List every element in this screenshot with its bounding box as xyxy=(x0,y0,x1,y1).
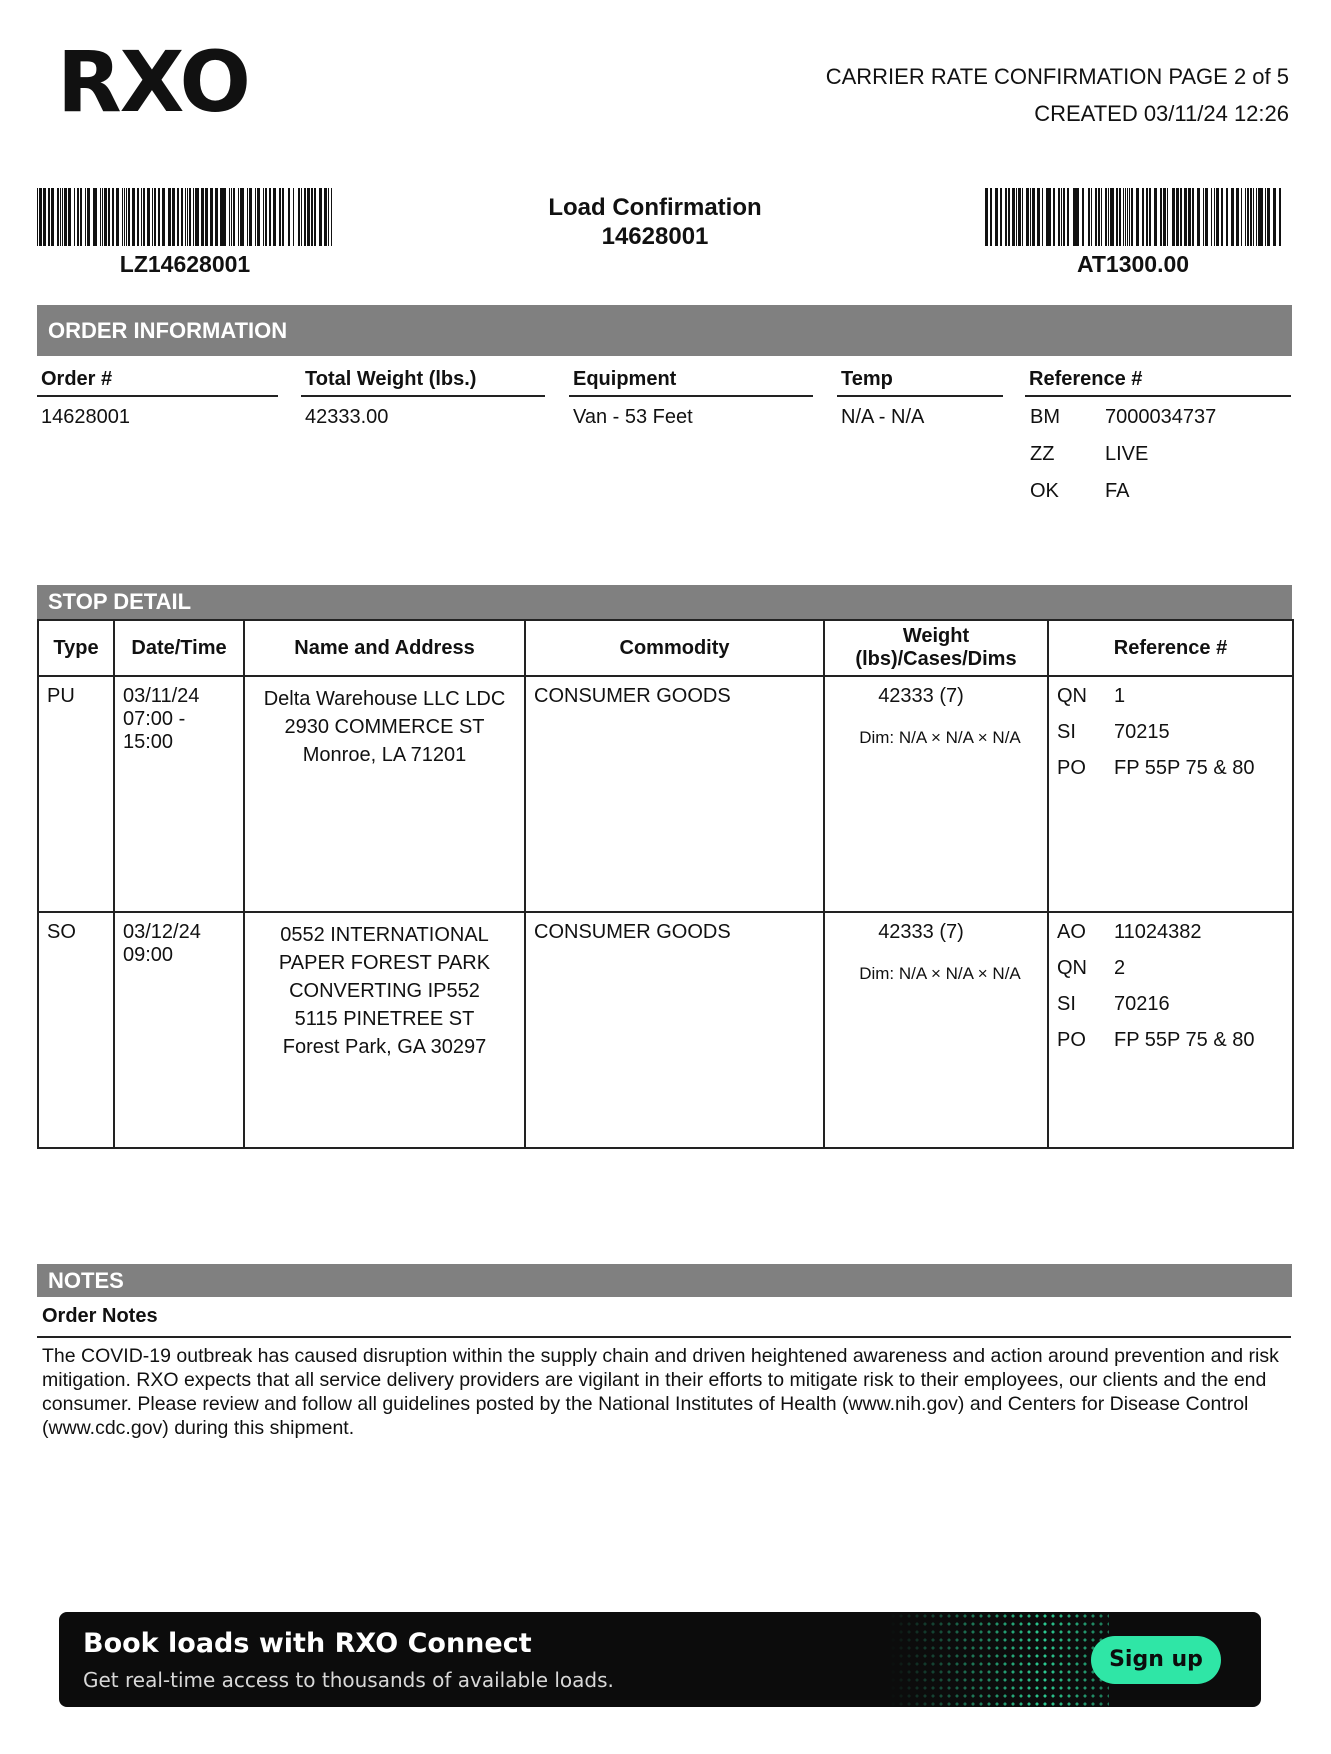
stop-reference-row xyxy=(1057,957,1284,979)
barcode-bar xyxy=(1192,188,1194,246)
barcode-bar xyxy=(193,188,194,246)
barcode-bar xyxy=(1216,188,1219,246)
barcode-bar xyxy=(1116,188,1118,246)
stop-datetime xyxy=(114,676,244,912)
stop-date: 03/12/24 xyxy=(123,921,201,943)
reference-value: 70215 xyxy=(1114,721,1170,743)
barcode-bar xyxy=(1221,188,1223,246)
reference-code: PO xyxy=(1057,757,1086,779)
barcode-bar xyxy=(70,188,71,246)
stop-reference-row xyxy=(1057,757,1284,779)
barcode-bar xyxy=(196,188,199,246)
table-row xyxy=(38,912,1293,1148)
reference-value: 7000034737 xyxy=(1105,406,1217,428)
total-weight-value: 42333.00 xyxy=(305,406,389,428)
barcode-bar xyxy=(43,188,46,246)
barcode-bar xyxy=(162,188,165,246)
barcode-bar xyxy=(1273,188,1276,246)
stop-reference-row xyxy=(1057,721,1284,743)
reference-value: FA xyxy=(1105,480,1130,502)
barcode-bar xyxy=(100,188,101,246)
barcode-bar xyxy=(1095,188,1097,246)
banner-subtitle: Get real-time access to thousands of available loads. xyxy=(83,1668,614,1692)
reference-value: 11024382 xyxy=(1114,921,1202,943)
sign-up-button[interactable]: Sign up xyxy=(1091,1636,1221,1684)
barcode-bar xyxy=(1042,188,1043,246)
weight-cases: 42333 (7) xyxy=(878,921,964,943)
barcode-bar xyxy=(1067,188,1069,246)
barcode-bar xyxy=(1030,188,1031,246)
reference-code: OK xyxy=(1030,480,1059,502)
address-line: Forest Park, GA 30297 xyxy=(282,1036,487,1058)
barcode-bar xyxy=(201,188,204,246)
barcode-bar xyxy=(1026,188,1029,246)
barcode-bar xyxy=(1127,188,1128,246)
load-confirmation-title xyxy=(500,193,810,251)
stop-date: 03/11/24 xyxy=(123,685,200,707)
barcode-bar xyxy=(1009,188,1010,246)
barcode-bar xyxy=(1125,188,1126,246)
stop-reference-row xyxy=(1057,1029,1284,1051)
barcode-bar xyxy=(282,188,284,246)
barcode-bar xyxy=(168,188,171,246)
barcode-bar xyxy=(1236,188,1239,246)
reference-code: SI xyxy=(1057,721,1076,743)
barcode-bar xyxy=(108,188,110,246)
barcode-bar xyxy=(321,188,322,246)
stop-address xyxy=(244,912,525,1148)
stop-weight xyxy=(824,912,1048,1148)
barcode-bar xyxy=(158,188,160,246)
barcode-bar xyxy=(331,188,332,246)
stop-references xyxy=(1048,912,1293,1148)
barcode-bar xyxy=(1245,188,1246,246)
barcode-bar xyxy=(57,188,59,246)
barcode-bar xyxy=(1226,188,1228,246)
datetime-column-header: Date/Time xyxy=(114,620,244,676)
weight-header-line: (lbs)/Cases/Dims xyxy=(855,648,1017,670)
barcode-bar xyxy=(1016,188,1017,246)
order-reference-row xyxy=(1030,406,1216,443)
reference-value: 1 xyxy=(1114,685,1126,707)
barcode-bar xyxy=(137,188,139,246)
barcode-bar xyxy=(210,188,213,246)
address-line: Monroe, LA 71201 xyxy=(302,744,467,766)
barcode-bar xyxy=(80,188,82,246)
barcode-bar xyxy=(94,188,97,246)
barcode-bar xyxy=(1108,188,1109,246)
barcode-bar xyxy=(1123,188,1124,246)
right-barcode-label: AT1300.00 xyxy=(1076,251,1190,277)
dimensions: Dim: N/A × N/A × N/A xyxy=(859,964,1021,983)
barcode-bar xyxy=(995,188,998,246)
stop-time: 15:00 xyxy=(123,731,174,753)
barcode-bar xyxy=(1155,188,1157,246)
barcode-bar xyxy=(62,188,63,246)
barcode-bar xyxy=(1129,188,1130,246)
barcode-bar xyxy=(215,188,218,246)
barcode-bar xyxy=(1131,188,1133,246)
barcode-bar xyxy=(112,188,114,246)
order-information-header: ORDER INFORMATION xyxy=(37,305,1292,356)
barcode-bar xyxy=(37,188,38,246)
barcode-bar xyxy=(1091,188,1092,246)
banner-title: Book loads with RXO Connect xyxy=(83,1628,532,1659)
reference-value: 2 xyxy=(1114,957,1126,979)
barcode-bar xyxy=(1061,188,1062,246)
temp-heading: Temp xyxy=(837,368,1003,397)
stop-references xyxy=(1048,676,1293,912)
rxo-logo: RXO xyxy=(57,33,249,131)
dot-pattern-decoration xyxy=(889,1612,1109,1707)
reference-code: ZZ xyxy=(1030,443,1055,465)
reference-code: BM xyxy=(1030,406,1060,428)
barcode-bar xyxy=(301,188,302,246)
barcode-bar xyxy=(1205,188,1208,246)
name-address-column-header: Name and Address xyxy=(244,620,525,676)
barcode-bar xyxy=(307,188,310,246)
total-weight-heading: Total Weight (lbs.) xyxy=(301,368,545,397)
weight-header-line: Weight xyxy=(902,625,970,647)
address-line: Delta Warehouse LLC LDC xyxy=(263,688,506,710)
barcode-bar xyxy=(143,188,145,246)
barcode-bar xyxy=(1214,188,1215,246)
weight-column-header xyxy=(824,620,1048,676)
created-timestamp: CREATED 03/11/24 12:26 xyxy=(1034,101,1289,126)
barcode-bar xyxy=(1119,188,1121,246)
barcode-bar xyxy=(102,188,103,246)
reference-code: PO xyxy=(1057,1029,1086,1051)
barcode-bar xyxy=(1000,188,1002,246)
address-line: 5115 PINETREE ST xyxy=(294,1008,475,1030)
barcode-bar xyxy=(87,188,90,246)
stop-type: SO xyxy=(38,912,114,1148)
rxo-connect-banner[interactable] xyxy=(59,1612,1261,1707)
order-notes-heading: Order Notes xyxy=(37,1305,1291,1338)
barcode-bar xyxy=(1256,188,1257,246)
stop-address xyxy=(244,676,525,912)
notes-header: NOTES xyxy=(37,1264,1292,1297)
barcode-bar xyxy=(1142,188,1144,246)
stop-table-header-row xyxy=(38,620,1293,676)
barcode-bar xyxy=(231,188,232,246)
barcode-bar xyxy=(1172,188,1175,246)
order-notes-text: The COVID-19 outbreak has caused disruption within the supply chain and driven heightened awareness and action around prevention and risk mitigation. RXO expects that all service delivery providers are vigilant in their efforts to mitigate risk to their employees, our clients and the end consumer. Please review and follow all guidelines posted by the National Institutes of Health (www.nih.gov) and Centers for Disease Control (www.cdc.gov) during this shipment. xyxy=(42,1345,1279,1439)
barcode-bar xyxy=(147,188,150,246)
barcode-bar xyxy=(263,188,264,246)
barcode-bar xyxy=(293,188,294,246)
barcode-bar xyxy=(64,188,67,246)
barcode-bar xyxy=(187,188,188,246)
address-line: PAPER FOREST PARK xyxy=(278,952,491,974)
barcode-bar xyxy=(60,188,61,246)
barcode-bar xyxy=(1203,188,1204,246)
stop-datetime xyxy=(114,912,244,1148)
barcode-bar xyxy=(181,188,183,246)
barcode-bar xyxy=(247,188,248,246)
barcode-bar xyxy=(985,188,988,246)
barcode-bar xyxy=(1180,188,1182,246)
barcode-bar xyxy=(39,188,42,246)
order-number-value: 14628001 xyxy=(41,406,130,428)
barcode-bar xyxy=(241,188,244,246)
barcode-bar xyxy=(132,188,135,246)
address-line: 0552 INTERNATIONAL xyxy=(280,924,489,946)
barcode-bar xyxy=(1160,188,1162,246)
barcode-bar xyxy=(990,188,992,246)
stop-type: PU xyxy=(38,676,114,912)
reference-column-header: Reference # xyxy=(1048,620,1293,676)
barcode-bar xyxy=(1211,188,1212,246)
barcode-bar xyxy=(106,188,107,246)
barcode-bar xyxy=(1253,188,1254,246)
barcode-bar xyxy=(304,188,306,246)
barcode-bar xyxy=(1176,188,1179,246)
barcode-bar xyxy=(1197,188,1200,246)
barcode-bar xyxy=(223,188,226,246)
barcode-bar xyxy=(1099,188,1100,246)
barcode-bar xyxy=(205,188,208,246)
barcode-bar xyxy=(1184,188,1187,246)
order-number-heading: Order # xyxy=(37,368,278,397)
barcode-bar xyxy=(1112,188,1114,246)
barcode-bar xyxy=(122,188,123,246)
barcode-bar xyxy=(1241,188,1242,246)
barcode-bar xyxy=(51,188,54,246)
reference-code: QN xyxy=(1057,957,1087,979)
order-reference-list xyxy=(1030,406,1216,517)
table-row xyxy=(38,676,1293,912)
barcode-bar xyxy=(1260,188,1263,246)
reference-code: SI xyxy=(1057,993,1076,1015)
reference-heading: Reference # xyxy=(1025,368,1291,397)
type-column-header: Type xyxy=(38,620,114,676)
barcode-bar xyxy=(1054,188,1055,246)
barcode-bar xyxy=(124,188,125,246)
reference-value: 70216 xyxy=(1114,993,1170,1015)
stop-time: 09:00 xyxy=(123,944,174,966)
barcode-bar xyxy=(1088,188,1090,246)
barcode-bar xyxy=(311,188,313,246)
load-title-text: Load Confirmation xyxy=(548,194,762,221)
barcode-bar xyxy=(1167,188,1168,246)
barcode-bar xyxy=(152,188,153,246)
barcode-bar xyxy=(1280,188,1281,246)
barcode-bar xyxy=(1105,188,1107,246)
stop-reference-row xyxy=(1057,685,1284,707)
barcode-bar xyxy=(257,188,260,246)
stop-detail-table xyxy=(37,619,1294,1149)
equipment-heading: Equipment xyxy=(569,368,813,397)
temp-value: N/A - N/A xyxy=(841,406,925,428)
barcode-bar xyxy=(189,188,191,246)
stop-weight xyxy=(824,676,1048,912)
barcode-bar xyxy=(1267,188,1270,246)
left-barcode xyxy=(37,188,333,246)
order-reference-row xyxy=(1030,443,1216,480)
barcode-bar xyxy=(279,188,281,246)
stop-commodity: CONSUMER GOODS xyxy=(525,676,824,912)
barcode-bar xyxy=(1146,188,1148,246)
barcode-bar xyxy=(1032,188,1035,246)
reference-value: FP 55P 75 & 80 xyxy=(1114,757,1255,779)
barcode-bar xyxy=(1265,188,1266,246)
stop-detail-header: STOP DETAIL xyxy=(37,585,1292,619)
stop-reference-row xyxy=(1057,993,1284,1015)
barcode-bar xyxy=(185,188,186,246)
barcode-bar xyxy=(1101,188,1102,246)
barcode-bar xyxy=(298,188,300,246)
barcode-bar xyxy=(1005,188,1007,246)
barcode-bar xyxy=(173,188,175,246)
barcode-bar xyxy=(1149,188,1151,246)
order-reference-row xyxy=(1030,480,1216,517)
barcode-bar xyxy=(328,188,329,246)
barcode-bar xyxy=(288,188,290,246)
weight-cases: 42333 (7) xyxy=(878,685,964,707)
stop-commodity: CONSUMER GOODS xyxy=(525,912,824,1148)
barcode-bar xyxy=(1012,188,1015,246)
barcode-bar xyxy=(1231,188,1234,246)
barcode-bar xyxy=(229,188,230,246)
reference-value: LIVE xyxy=(1105,443,1149,465)
barcode-bar xyxy=(77,188,79,246)
barcode-bar xyxy=(1048,188,1051,246)
equipment-value: Van - 53 Feet xyxy=(573,406,693,428)
barcode-bar xyxy=(177,188,179,246)
address-line: CONVERTING IP552 xyxy=(289,980,480,1002)
confirmation-page-line: CARRIER RATE CONFIRMATION PAGE 2 of 5 xyxy=(825,64,1289,89)
barcode-bar xyxy=(154,188,156,246)
barcode-bar xyxy=(126,188,127,246)
barcode-bar xyxy=(238,188,239,246)
barcode-bar xyxy=(1076,188,1079,246)
barcode-bar xyxy=(74,188,75,246)
barcode-bar xyxy=(1250,188,1252,246)
reference-code: AO xyxy=(1057,921,1086,943)
barcode-bar xyxy=(128,188,130,246)
barcode-bar xyxy=(273,188,276,246)
barcode-bar xyxy=(116,188,119,246)
commodity-column-header: Commodity xyxy=(525,620,824,676)
barcode-bar xyxy=(1136,188,1139,246)
barcode-bar xyxy=(1063,188,1065,246)
barcode-bar xyxy=(1082,188,1084,246)
stop-reference-row xyxy=(1057,921,1284,943)
load-number: 14628001 xyxy=(601,223,709,250)
barcode-bar xyxy=(255,188,256,246)
barcode-bar xyxy=(1247,188,1249,246)
barcode-bar xyxy=(48,188,50,246)
barcode-bar xyxy=(1188,188,1191,246)
barcode-bar xyxy=(141,188,142,246)
barcode-bar xyxy=(269,188,271,246)
barcode-bar xyxy=(1163,188,1166,246)
address-line: 2930 COMMERCE ST xyxy=(284,716,485,738)
reference-code: QN xyxy=(1057,685,1087,707)
barcode-bar xyxy=(233,188,235,246)
barcode-bar xyxy=(324,188,327,246)
barcode-bar xyxy=(1058,188,1060,246)
barcode-bar xyxy=(314,188,316,246)
barcode-bar xyxy=(265,188,267,246)
left-barcode-label: LZ14628001 xyxy=(119,251,251,277)
barcode-bar xyxy=(1037,188,1040,246)
barcode-bar xyxy=(1022,188,1023,246)
stop-time: 07:00 - xyxy=(123,708,186,730)
dimensions: Dim: N/A × N/A × N/A xyxy=(859,728,1021,747)
barcode-bar xyxy=(1019,188,1021,246)
reference-value: FP 55P 75 & 80 xyxy=(1114,1029,1255,1051)
barcode-bar xyxy=(249,188,252,246)
right-barcode xyxy=(985,188,1281,246)
barcode-bar xyxy=(85,188,86,246)
